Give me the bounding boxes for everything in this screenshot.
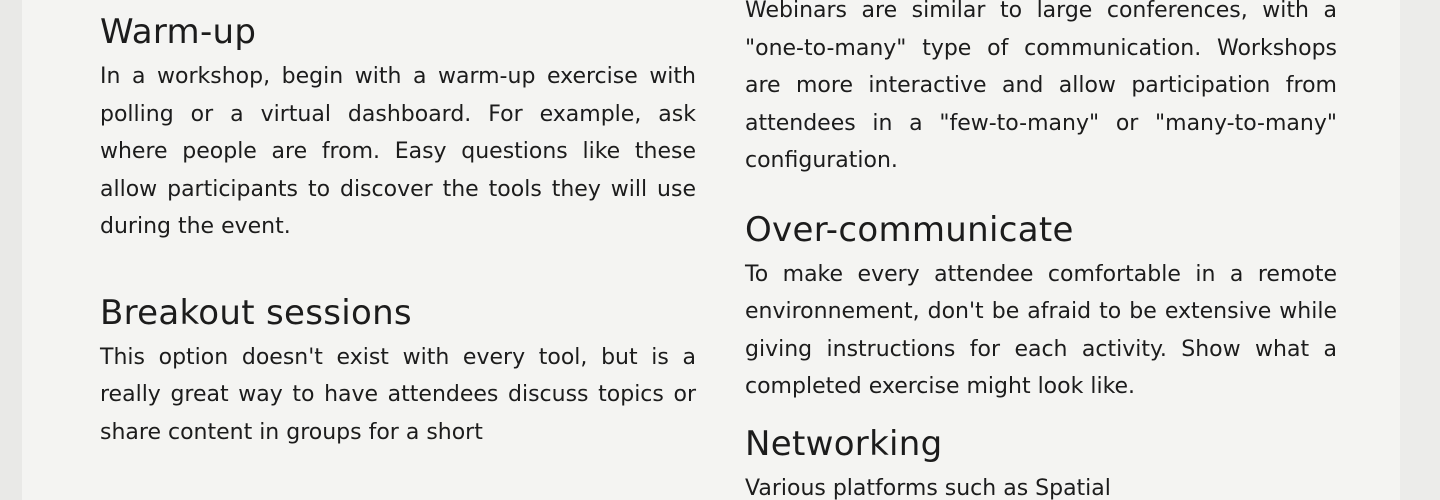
networking-section bbox=[745, 424, 1337, 500]
over-communicate-body: To make every attendee comfortable in a remote environnement, don't be afraid to be extensive while giving instructions for each activity. Show what a completed exercise might look like. bbox=[745, 261, 1337, 399]
breakout-body: This option doesn't exist with every tool, but is a really great way to have attendees discuss topics or share content in groups for a short bbox=[100, 344, 696, 445]
networking-heading: Networking bbox=[745, 423, 943, 464]
breakout-heading: Breakout sessions bbox=[100, 292, 412, 333]
over-communicate-section bbox=[745, 210, 1337, 406]
left-column bbox=[100, 12, 696, 451]
breakout-section bbox=[100, 293, 696, 452]
warmup-heading: Warm-up bbox=[100, 12, 257, 52]
networking-body: Various platforms such as Spatial bbox=[745, 475, 1111, 500]
warmup-body: In a workshop, begin with a warm-up exercise with polling or a virtual dashboard. For example, ask where people are from. Easy questions like these allow participants to discover the tools they will use during the event. bbox=[100, 64, 696, 239]
warmup-section bbox=[100, 12, 696, 246]
intro-paragraph: Webinars are similar to large conferences, with a "one-to-many" type of communication. Workshops are more interactive and allow participation from attendees in a "few-to-many" or "many-to-many" configuration. bbox=[745, 0, 1337, 173]
right-column bbox=[745, 0, 1337, 500]
over-communicate-heading: Over-communicate bbox=[745, 209, 1074, 250]
